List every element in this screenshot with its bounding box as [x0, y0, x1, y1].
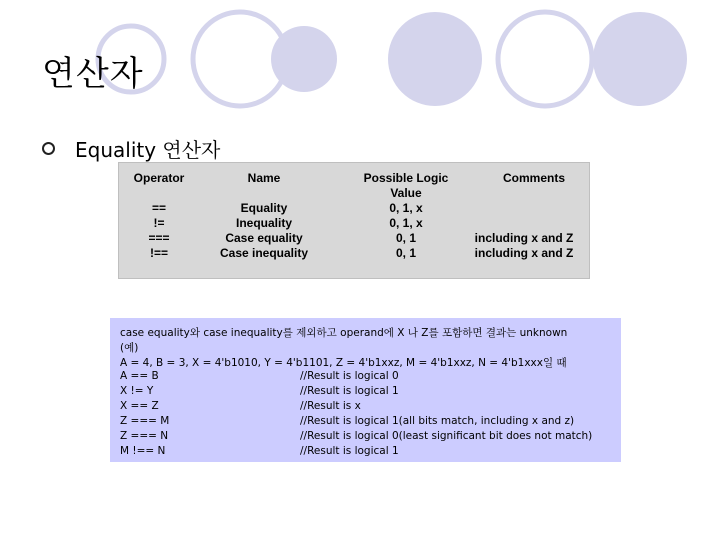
operator-cell: !=: [153, 216, 165, 230]
code-intro: case equality와 case inequality를 제외하고 operand에 X 나 Z를 포함하면 결과는 unknown: [120, 327, 568, 339]
comment-cell: including x and Z: [474, 231, 574, 245]
header-name: Name: [247, 171, 281, 185]
code-comment: //Result is logical 1(all bits match, including x and z): [300, 415, 575, 427]
code-comment: //Result is logical 0: [300, 370, 399, 382]
name-cell: Equality: [240, 201, 288, 215]
value-cell: 0, 1: [395, 246, 416, 260]
name-cell: Case equality: [225, 231, 303, 245]
code-expression: X == Z: [120, 400, 159, 412]
header-comments: Comments: [502, 171, 565, 185]
code-comment: //Result is logical 1: [300, 445, 399, 457]
operator-cell: ===: [148, 231, 170, 245]
operator-cell: !==: [149, 246, 168, 260]
code-comment: //Result is logical 1: [300, 385, 399, 397]
code-comment: //Result is logical 0(least significant bit does not match): [300, 430, 593, 442]
header-operator: Operator: [133, 171, 185, 185]
name-cell: Case inequality: [219, 246, 309, 260]
operator-table: [118, 162, 590, 279]
bullet-item: [42, 134, 220, 163]
header-possible-logic-value: Possible Logic Value: [363, 171, 449, 200]
value-cell: 0, 1, x: [389, 201, 423, 215]
operator-cell: ==: [151, 201, 166, 215]
code-example-label: (예): [120, 342, 139, 354]
decor-circle-5: [498, 12, 592, 106]
code-expression: A == B: [120, 370, 159, 382]
code-expression: M !== N: [120, 445, 166, 457]
code-declaration: A = 4, B = 3, X = 4'b1010, Y = 4'b1101, Z = 4'b1xxz, M = 4'b1xxz, N = 4'b1xxx일 때: [120, 357, 567, 369]
name-cell: Inequality: [235, 216, 292, 230]
code-expression: Z === N: [120, 430, 169, 442]
decor-circle-6: [593, 12, 687, 106]
bullet-circle-icon: [42, 142, 55, 155]
bullet-text: Equality 연산자: [75, 138, 221, 162]
decor-circle-4: [388, 12, 482, 106]
code-example-box: [110, 318, 621, 462]
code-expression: Z === M: [120, 415, 170, 427]
code-expression: X != Y: [120, 385, 154, 397]
comment-cell: including x and Z: [474, 246, 574, 260]
decor-circle-3: [271, 26, 337, 92]
value-cell: 0, 1, x: [389, 216, 423, 230]
code-comment: //Result is x: [300, 400, 361, 412]
slide-title: 연산자: [42, 54, 144, 94]
value-cell: 0, 1: [395, 231, 416, 245]
